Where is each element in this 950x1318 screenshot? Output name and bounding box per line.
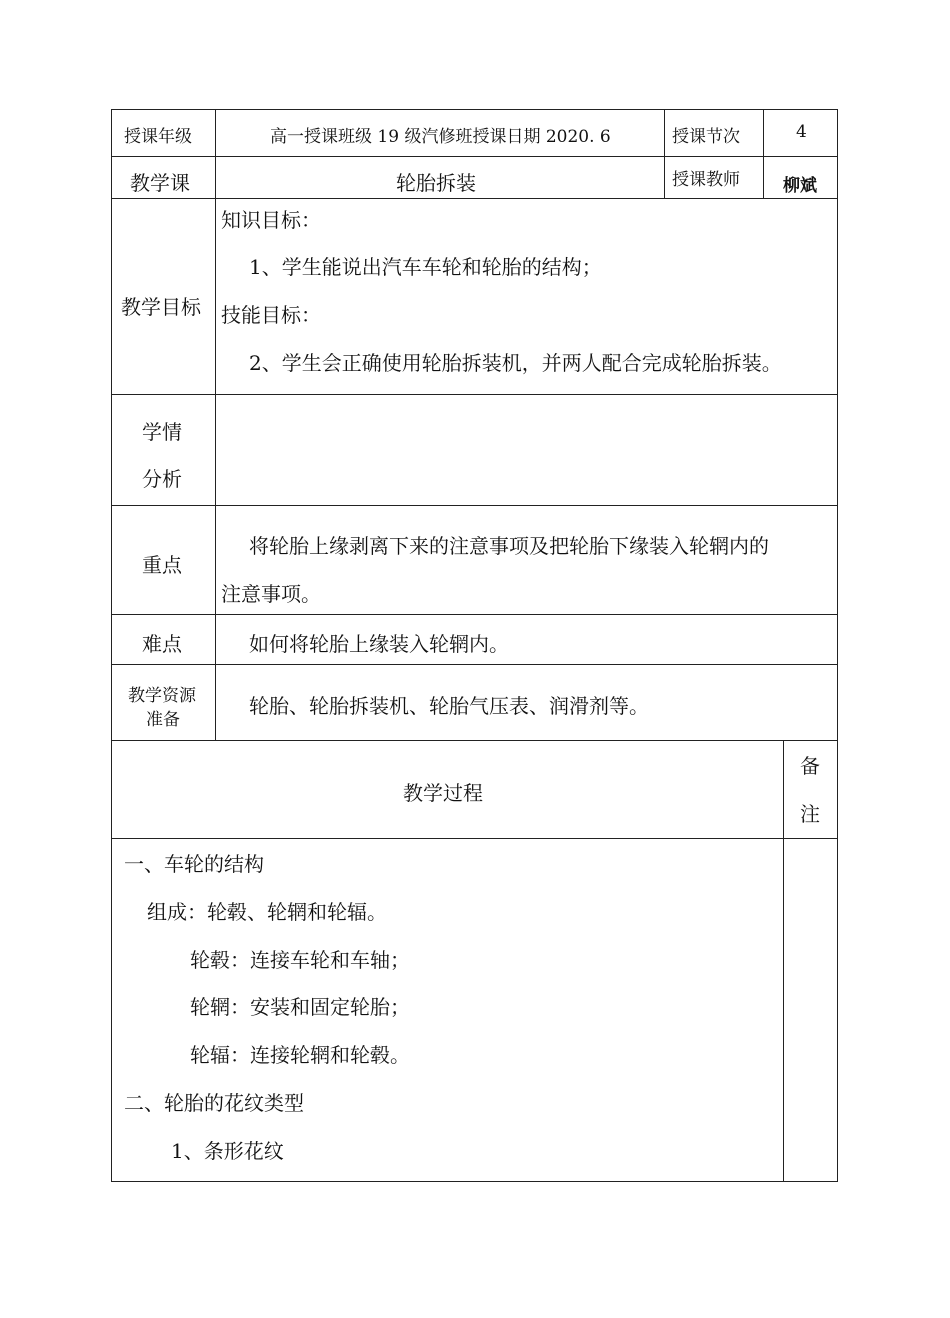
key-points-label: 重点 — [142, 553, 182, 577]
knowledge-item: 1、学生能说出汽车车轮和轮胎的结构； — [249, 255, 602, 279]
course-label: 教学课 — [130, 171, 190, 195]
table-border-left — [111, 109, 112, 1182]
teacher-name: 柳斌 — [783, 176, 817, 195]
teacher-label: 授课教师 — [672, 170, 740, 190]
difficulty-label: 难点 — [142, 632, 182, 656]
table-divider-v — [763, 109, 764, 199]
period-value: 4 — [796, 122, 807, 142]
resources-label-line1: 教学资源 — [128, 686, 196, 706]
analysis-label-line2: 分析 — [142, 467, 182, 491]
knowledge-title: 知识目标： — [221, 208, 321, 232]
resources-text: 轮胎、轮胎拆装机、轮胎气压表、润滑剂等。 — [249, 694, 649, 718]
table-border-right — [837, 109, 838, 1182]
process-line: 轮毂：连接车轮和车轴； — [190, 948, 410, 972]
period-label: 授课节次 — [672, 127, 740, 147]
table-divider — [111, 156, 838, 157]
analysis-label-line1: 学情 — [142, 420, 182, 444]
table-divider — [111, 614, 838, 615]
table-divider — [111, 740, 838, 741]
table-divider-v — [783, 740, 784, 1182]
objectives-label: 教学目标 — [121, 295, 201, 319]
notes-label-line2: 注 — [800, 802, 820, 826]
process-line: 组成：轮毂、轮辋和轮辐。 — [147, 900, 387, 924]
table-divider — [111, 664, 838, 665]
grade-label: 授课年级 — [124, 127, 192, 147]
table-divider — [111, 394, 838, 395]
process-line: 1、条形花纹 — [171, 1139, 284, 1163]
notes-label-line1: 备 — [800, 754, 820, 778]
table-divider-v — [215, 109, 216, 741]
process-line: 二、轮胎的花纹类型 — [124, 1091, 304, 1115]
table-divider — [111, 505, 838, 506]
table-border-bottom — [111, 1181, 838, 1182]
key-points-text-line1: 将轮胎上缘剥离下来的注意事项及把轮胎下缘装入轮辋内的 — [249, 534, 769, 558]
course-title: 轮胎拆装 — [396, 171, 476, 195]
key-points-text-line2: 注意事项。 — [221, 582, 321, 606]
process-line: 轮辋：安装和固定轮胎； — [190, 995, 410, 1019]
resources-label-line2: 准备 — [146, 710, 180, 730]
table-divider — [111, 838, 838, 839]
process-line: 轮辐：连接轮辋和轮毂。 — [190, 1043, 410, 1067]
table-divider — [111, 198, 838, 199]
process-title: 教学过程 — [403, 781, 483, 805]
process-line: 一、车轮的结构 — [124, 852, 264, 876]
table-border-top — [111, 109, 838, 110]
class-info: 高一授课班级 19 级汽修班授课日期 2020. 6 — [270, 127, 611, 147]
skill-item: 2、学生会正确使用轮胎拆装机，并两人配合完成轮胎拆装。 — [249, 351, 782, 375]
difficulty-text: 如何将轮胎上缘装入轮辋内。 — [249, 632, 509, 656]
table-divider-v — [664, 109, 665, 199]
skill-title: 技能目标： — [221, 303, 321, 327]
